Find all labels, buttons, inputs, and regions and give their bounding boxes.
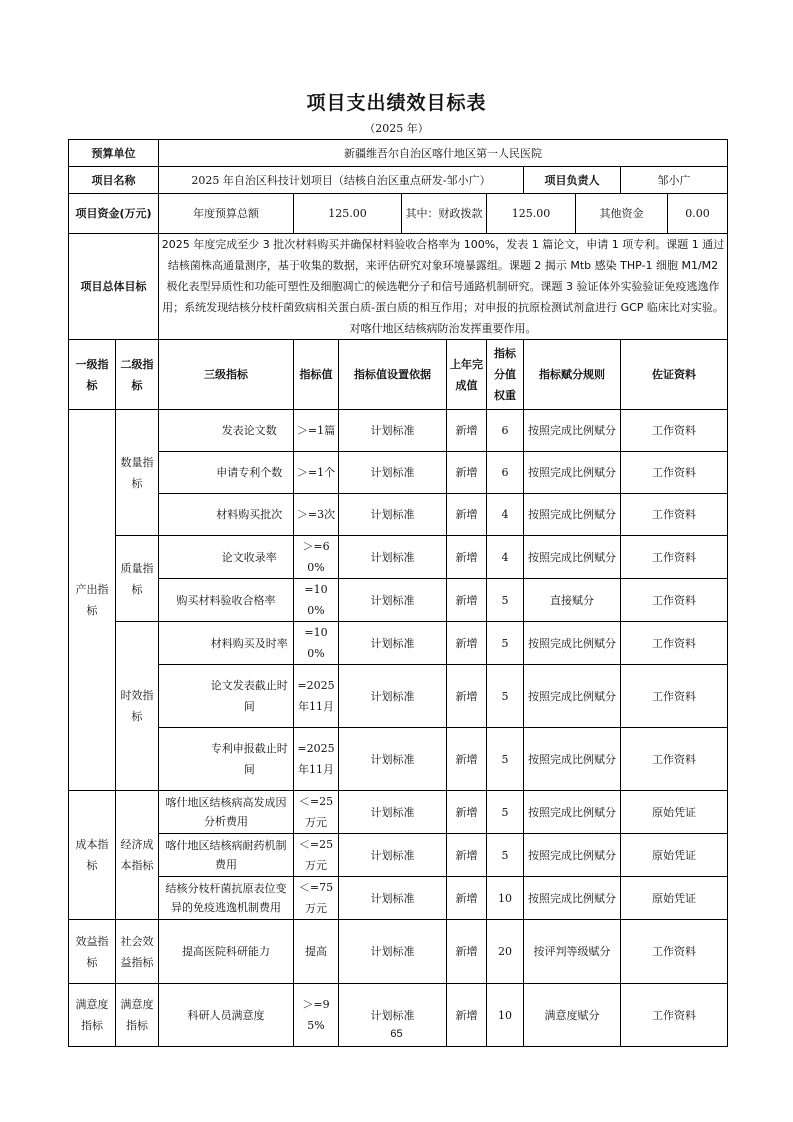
- fund-row: [69, 194, 728, 234]
- table-row: [69, 665, 728, 728]
- indicator-name: 论文收录率: [206, 536, 294, 579]
- indicator-spacer: [159, 665, 206, 728]
- project-leader-value: 邹小广: [621, 167, 728, 194]
- budget-unit-value: 新疆维吾尔自治区喀什地区第一人民医院: [159, 140, 728, 167]
- indicator-evidence: 工作资料: [621, 622, 728, 665]
- indicator-name: 申请专利个数: [206, 452, 294, 494]
- page-title: 项目支出绩效目标表: [306, 92, 487, 114]
- indicator-basis: 计划标准: [339, 728, 447, 791]
- indicator-evidence: 工作资料: [621, 665, 728, 728]
- indicator-rule: 直接赋分: [524, 579, 621, 622]
- project-leader-label: 项目负责人: [524, 167, 621, 194]
- other-funds-value: 0.00: [668, 194, 728, 234]
- fiscal-value: 125.00: [487, 194, 576, 234]
- indicator-weight: 4: [487, 536, 524, 579]
- level1-satisfaction: 满意度指标: [69, 984, 116, 1047]
- indicator-last-year: 新增: [447, 877, 487, 920]
- level1-output: 产出指标: [69, 410, 116, 791]
- indicator-value: ＜=75万元: [294, 877, 339, 920]
- indicator-basis: 计划标准: [339, 920, 447, 984]
- indicator-weight: 20: [487, 920, 524, 984]
- indicator-evidence: 工作资料: [621, 984, 728, 1047]
- indicator-header-row: [69, 340, 728, 410]
- header-level1: 一级指标: [69, 340, 116, 410]
- fiscal-label: 其中：财政拨款: [402, 194, 487, 234]
- indicator-evidence: 工作资料: [621, 920, 728, 984]
- indicator-value: ＞=95%: [294, 984, 339, 1047]
- indicator-weight: 5: [487, 791, 524, 834]
- indicator-name: 材料购买及时率: [206, 622, 294, 665]
- indicator-rule: 按照完成比例赋分: [524, 452, 621, 494]
- indicator-value: =2025年11月: [294, 728, 339, 791]
- indicator-value: ＞=1篇: [294, 410, 339, 452]
- indicator-evidence: 工作资料: [621, 536, 728, 579]
- page-number: 65: [390, 1028, 403, 1040]
- indicator-evidence: 工作资料: [621, 452, 728, 494]
- header-level2: 二级指标: [116, 340, 159, 410]
- header-basis: 指标值设置依据: [339, 340, 447, 410]
- indicator-rule: 按照完成比例赋分: [524, 791, 621, 834]
- indicator-last-year: 新增: [447, 834, 487, 877]
- indicator-value: ＞=3次: [294, 494, 339, 536]
- table-row: [69, 920, 728, 984]
- indicator-basis: 计划标准: [339, 579, 447, 622]
- indicator-name: 提高医院科研能力: [159, 920, 294, 984]
- indicator-weight: 6: [487, 410, 524, 452]
- indicator-name: 结核分枝杆菌抗原表位变异的免疫逃逸机制费用: [159, 877, 294, 920]
- goal-row: [69, 234, 728, 340]
- indicator-spacer: [159, 494, 206, 536]
- indicator-name: 喀什地区结核病耐药机制费用: [159, 834, 294, 877]
- indicator-last-year: 新增: [447, 579, 487, 622]
- indicator-name: 发表论文数: [206, 410, 294, 452]
- table-row: [69, 452, 728, 494]
- indicator-name: 材料购买批次: [206, 494, 294, 536]
- table-row: [69, 622, 728, 665]
- indicator-basis: 计划标准: [339, 536, 447, 579]
- indicator-value: =2025年11月: [294, 665, 339, 728]
- table-row: [69, 536, 728, 579]
- budget-unit-row: [69, 140, 728, 167]
- annual-budget-value: 125.00: [294, 194, 402, 234]
- indicator-basis: 计划标准: [339, 452, 447, 494]
- project-name-value: 2025 年自治区科技计划项目（结核自治区重点研发-邹小广）: [159, 167, 524, 194]
- indicator-rule: 按照完成比例赋分: [524, 494, 621, 536]
- indicator-name: 专利申报截止时间: [206, 728, 294, 791]
- indicator-spacer: [159, 410, 206, 452]
- table-row: [69, 728, 728, 791]
- indicator-last-year: 新增: [447, 452, 487, 494]
- indicator-rule: 按照完成比例赋分: [524, 728, 621, 791]
- indicator-weight: 5: [487, 622, 524, 665]
- fund-label: 项目资金(万元): [69, 194, 159, 234]
- other-funds-label: 其他资金: [576, 194, 668, 234]
- indicator-value: ＜=25万元: [294, 791, 339, 834]
- annual-budget-label: 年度预算总额: [159, 194, 294, 234]
- indicator-last-year: 新增: [447, 984, 487, 1047]
- indicator-spacer: [159, 452, 206, 494]
- goal-label: 项目总体目标: [69, 234, 159, 340]
- level2-satisfaction: 满意度指标: [116, 984, 159, 1047]
- table-row: [69, 494, 728, 536]
- year-label: （2025 年）: [364, 122, 429, 135]
- indicator-rule: 按照完成比例赋分: [524, 834, 621, 877]
- indicator-weight: 6: [487, 452, 524, 494]
- indicator-rule: 满意度赋分: [524, 984, 621, 1047]
- indicator-weight: 4: [487, 494, 524, 536]
- indicator-rule: 按照完成比例赋分: [524, 410, 621, 452]
- indicator-value: ＞=60%: [294, 536, 339, 579]
- indicator-weight: 5: [487, 665, 524, 728]
- table-row: [69, 834, 728, 877]
- level2-social-benefit: 社会效益指标: [116, 920, 159, 984]
- indicator-basis: 计划标准: [339, 984, 447, 1047]
- performance-target-table: [68, 139, 728, 1047]
- indicator-weight: 5: [487, 728, 524, 791]
- level2-quantity: 数量指标: [116, 410, 159, 536]
- indicator-basis: 计划标准: [339, 665, 447, 728]
- indicator-last-year: 新增: [447, 536, 487, 579]
- indicator-rule: 按照完成比例赋分: [524, 665, 621, 728]
- table-row: [69, 579, 728, 622]
- indicator-value: ＞=1个: [294, 452, 339, 494]
- header-rule: 指标赋分规则: [524, 340, 621, 410]
- indicator-basis: 计划标准: [339, 410, 447, 452]
- indicator-name: 喀什地区结核病高发成因分析费用: [159, 791, 294, 834]
- indicator-evidence: 工作资料: [621, 494, 728, 536]
- indicator-name: 论文发表截止时间: [206, 665, 294, 728]
- indicator-last-year: 新增: [447, 791, 487, 834]
- indicator-evidence: 原始凭证: [621, 834, 728, 877]
- indicator-last-year: 新增: [447, 622, 487, 665]
- indicator-last-year: 新增: [447, 728, 487, 791]
- indicator-weight: 5: [487, 834, 524, 877]
- indicator-evidence: 工作资料: [621, 728, 728, 791]
- indicator-basis: 计划标准: [339, 791, 447, 834]
- header-value: 指标值: [294, 340, 339, 410]
- project-name-label: 项目名称: [69, 167, 159, 194]
- indicator-evidence: 原始凭证: [621, 791, 728, 834]
- table-row: [69, 410, 728, 452]
- indicator-value: ＜=25万元: [294, 834, 339, 877]
- level2-timeliness: 时效指标: [116, 622, 159, 791]
- header-evidence: 佐证资料: [621, 340, 728, 410]
- indicator-spacer: [159, 728, 206, 791]
- indicator-name: 购买材料验收合格率: [159, 579, 294, 622]
- indicator-last-year: 新增: [447, 920, 487, 984]
- goal-text: 2025 年度完成至少 3 批次材料购买并确保材料验收合格率为 100%，发表 1 篇论文，申请 1 项专利。课题 1 通过结核菌株高通量测序，基于收集的数据，来评估研究对象环境暴露组。课题 2 揭示 Mtb 感染 THP-1 细胞 M1/M2 极化表型异质性和功能可塑性及细胞凋亡的候选靶分子和信号通路机制研究。课题 3 验证体外实验验证免疫逃逸作用；系统发现结核分枝杆菌致病相关蛋白质-蛋白质的相互作用；对申报的抗原检测试剂盒进行 GCP 临床比对实验。对喀什地区结核病防治发挥重要作用。: [159, 234, 728, 340]
- table-row: [69, 791, 728, 834]
- indicator-evidence: 工作资料: [621, 410, 728, 452]
- indicator-name: 科研人员满意度: [159, 984, 294, 1047]
- indicator-weight: 10: [487, 984, 524, 1047]
- indicator-weight: 10: [487, 877, 524, 920]
- header-last-year: 上年完成值: [447, 340, 487, 410]
- indicator-basis: 计划标准: [339, 622, 447, 665]
- level1-benefit: 效益指标: [69, 920, 116, 984]
- level1-cost: 成本指标: [69, 791, 116, 920]
- indicator-value: =100%: [294, 579, 339, 622]
- indicator-evidence: 原始凭证: [621, 877, 728, 920]
- indicator-spacer: [159, 622, 206, 665]
- indicator-last-year: 新增: [447, 665, 487, 728]
- level2-economic-cost: 经济成本指标: [116, 791, 159, 920]
- level2-quality: 质量指标: [116, 536, 159, 622]
- indicator-value: 提高: [294, 920, 339, 984]
- table-row: [69, 877, 728, 920]
- indicator-last-year: 新增: [447, 410, 487, 452]
- indicator-rule: 按照完成比例赋分: [524, 877, 621, 920]
- indicator-weight: 5: [487, 579, 524, 622]
- project-name-row: [69, 167, 728, 194]
- indicator-evidence: 工作资料: [621, 579, 728, 622]
- indicator-rule: 按评判等级赋分: [524, 920, 621, 984]
- indicator-value: =100%: [294, 622, 339, 665]
- header-weight: 指标分值权重: [487, 340, 524, 410]
- budget-unit-label: 预算单位: [69, 140, 159, 167]
- indicator-basis: 计划标准: [339, 877, 447, 920]
- indicator-basis: 计划标准: [339, 834, 447, 877]
- indicator-spacer: [159, 536, 206, 579]
- indicator-rule: 按照完成比例赋分: [524, 536, 621, 579]
- indicator-last-year: 新增: [447, 494, 487, 536]
- header-level3: 三级指标: [159, 340, 294, 410]
- indicator-basis: 计划标准: [339, 494, 447, 536]
- indicator-rule: 按照完成比例赋分: [524, 622, 621, 665]
